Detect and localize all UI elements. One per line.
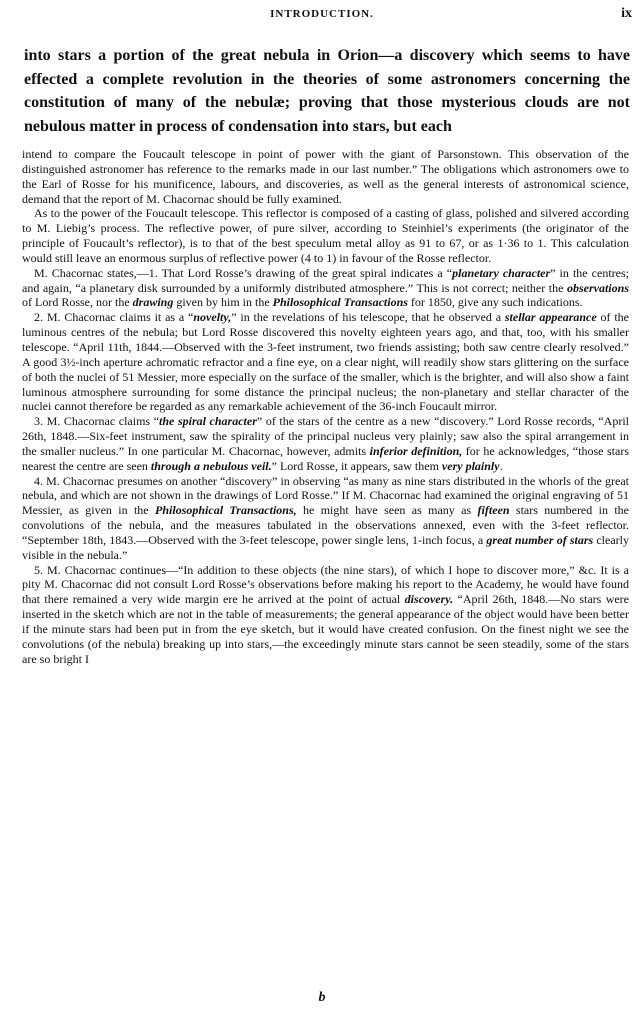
text-run: “April 26th, 1848.—No stars were inserted in the sketch which are not in the table of measurements; the general appearance of the object would have been better if the minute stars had been put in from the eye sketch, but it would have created confusion. On the finest night we see the convolutions (of the nebula) breaking up into stars,—the exceedingly minute stars cannot be seen steadily, some of the stars are so bright I [22,592,630,666]
text-run: for he acknowledges, “those stars nearest the centre are seen [22,443,629,473]
signature-mark: b [318,990,326,1005]
paragraph-5 [22,414,629,473]
emphasis: planetary character [452,265,551,280]
paragraph-3 [22,266,629,311]
text-run: of the luminous centres of the nebula; but Lord Rosse discovered this novelty eighteen years ago, and that, too, with his smaller telescope. “April 11th, 1844.—Observed with the 3-feet instrument, two friends assisting; both saw centre clearly resolved.” A good 3½-inch aperture achromatic refractor and a fine eye, on a clear night, will readily show stars glittering on the surface of both the nuclei of 51 Messier, more especially on the surface of the smaller, which is the brighter, and will also show a faint luminous atmosphere surrounding for some distance the principal nucleus; the non-planetary and stellar character of the nuclei cannot therefore be regarded as any remarkable achievement of the 36-inch Foucault mirror. [22,310,629,414]
paragraph-2: As to the power of the Foucault telescope. This reflector is composed of a casting of glass, polished and silvered according to M. Liebig’s process. The reflective power, of pure silver, according to Steinhiel’s experiments (the originator of the principle of Foucault’s reflector), is to that of the best speculum metal alloy as 91 to 67, or as 1·36 to 1. This calculation would still leave an enormous surplus of reflective power (4 to 1) in favour of the Rosse reflector. [22,206,629,265]
emphasis: inferior definition, [369,443,463,458]
emphasis: observations [566,280,629,295]
text-run: 2. M. Chacornac claims it as a “ [34,310,194,325]
emphasis: very plainly [441,458,500,473]
text-run: clearly visible in the nebula.” [22,532,629,562]
paragraph-4 [22,310,629,414]
text-run: ” Lord Rosse, it appears, saw them [271,458,442,473]
emphasis: discovery. [404,592,454,607]
emphasis: Philosophical Transactions [272,295,408,310]
text-run: for 1850, give any such indications. [407,295,583,310]
text-run: ” of the stars of the centre as a new “discovery.” Lord Rosse records, “April 26th, 1848.—Six-feet instrument, saw the spirality of the principal nucleus very plainly; saw also the spiral arrangement in the smaller nucleus.” In one particular M. Chacornac, however, admits [22,414,630,458]
emphasis: through a nebulous veil. [150,458,272,473]
lead-paragraph: into stars a portion of the great nebula in Orion—a discovery which seems to have effected a complete revolution in the theories of some astronomers concerning the constitution of many of the nebulæ; proving that those mysterious clouds are not nebulous matter in process of condensation into stars, but each [24,47,630,135]
emphasis: Philosophical Transactions, [155,503,297,518]
text-run: given by him in the [173,295,273,310]
text-run: . [499,458,503,473]
emphasis: novelty, [193,310,232,325]
emphasis: great number of stars [486,532,594,547]
page-number: ix [621,6,632,21]
text-run: 4. M. Chacornac presumes on another “discovery” in observing “as many as nine stars distributed in the whorls of the great nebula, and which are not shown in the drawings of Lord Rosse.” If M. Chacornac had examined the original engraving of 51 Messier, as given in the [22,473,629,518]
text-run: stars numbered in the convolutions of the nebula, and the measures tabulated in the observations annexed, even with the 3-feet reflector. “September 18th, 1843.—Observed with the 3-feet telescope, power single lens, 1-inch focus, a [22,503,629,547]
text-run: ” in the revelations of his telescope, that he observed a [231,310,505,325]
text-run: M. Chacornac states,—1. That Lord Rosse’s drawing of the great spiral indicates a “ [34,265,453,280]
paragraph-7 [22,563,629,667]
paragraph-1: intend to compare the Foucault telescope in point of power with the giant of Parsonstown. This observation of the distinguished astronomer has reference to the remarks made in our last number.” The obligations which astronomers owe to the Earl of Rosse for his munificence, labours, and discoveries, as well as the general interests of astronomical science, demand that the report of M. Chacornac should be fully examined. [22,147,629,206]
emphasis: the spiral character [159,414,257,429]
running-header [0,8,644,28]
text-run: 3. M. Chacornac claims “ [34,414,160,429]
emphasis: stellar appearance [504,310,597,325]
text-run: ” in the centres; and again, “a planetary disk surrounded by a uniformly distributed atmosphere.” This is not correct; neither the [22,265,629,295]
emphasis: fifteen [477,503,510,518]
text-run: 5. M. Chacornac continues—“In addition to these objects (the nine stars), of which I hope to discover more,” &c. It is a pity M. Chacornac did not consult Lord Rosse’s observations before making his report to the Academy, he would have found that there remained a very wide margin ere he arrived at the point of actual [22,562,629,607]
emphasis: drawing [132,295,174,310]
running-title: INTRODUCTION. [270,8,374,20]
paragraph-6 [22,474,629,563]
body-text [22,147,629,667]
text-run: of Lord Rosse, nor the [22,295,133,310]
text-run: he might have seen as many as [296,503,478,518]
